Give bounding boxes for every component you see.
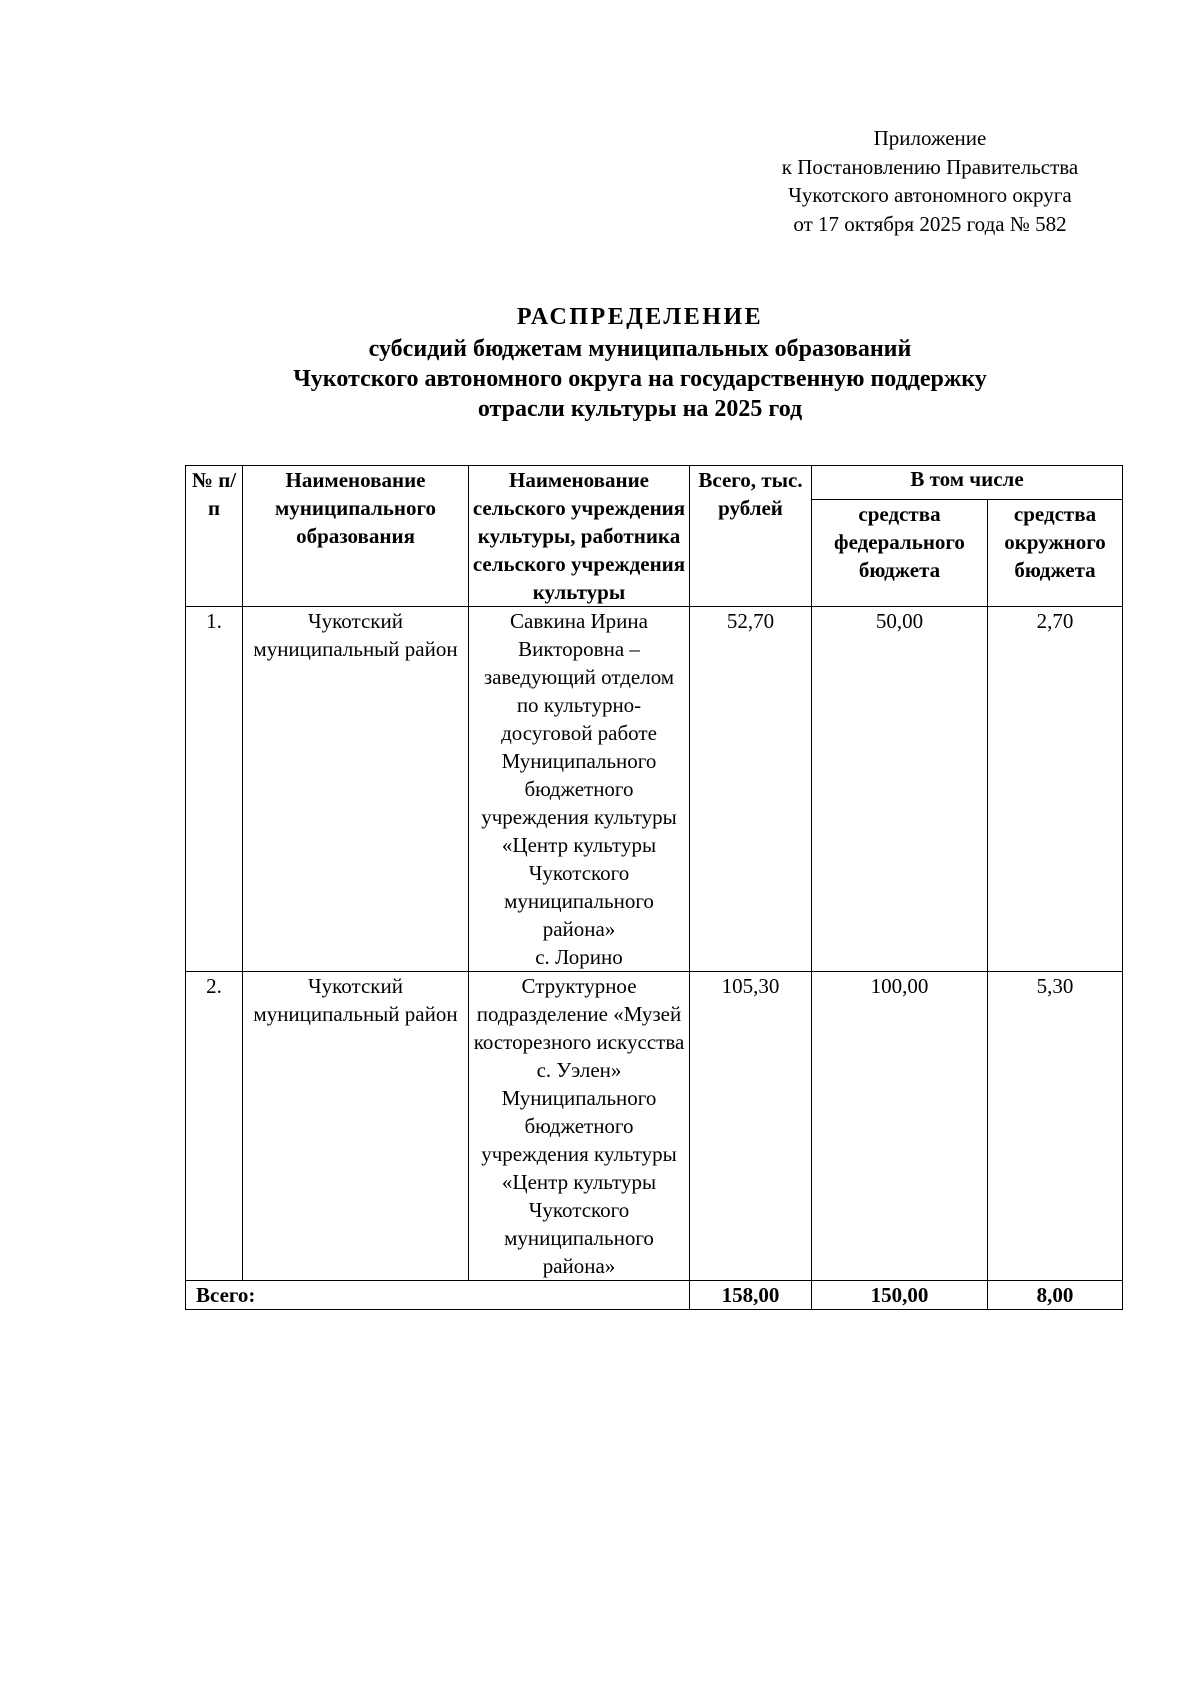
appendix-line: от 17 октября 2025 года № 582 bbox=[793, 211, 1067, 236]
row-district: 5,30 bbox=[988, 972, 1123, 1281]
appendix-block bbox=[740, 124, 1120, 238]
institution-locality: с. Лорино bbox=[535, 945, 623, 969]
row-total: 52,70 bbox=[690, 607, 812, 972]
main-title: РАСПРЕДЕЛЕНИЕ bbox=[516, 304, 764, 330]
table-row bbox=[186, 972, 1123, 1281]
totals-federal: 150,00 bbox=[812, 1281, 988, 1310]
row-institution bbox=[469, 972, 690, 1281]
totals-total: 158,00 bbox=[690, 1281, 812, 1310]
row-district: 2,70 bbox=[988, 607, 1123, 972]
subtitle-line: отрасли культуры на 2025 год bbox=[477, 396, 803, 422]
row-municipality: Чукотский муниципальный район bbox=[243, 607, 469, 972]
appendix-line: Чукотского автономного округа bbox=[788, 183, 1072, 207]
header-district: средства окружного бюджета bbox=[988, 499, 1123, 606]
header-federal: средства федерального бюджета bbox=[812, 499, 988, 606]
appendix-line: Приложение bbox=[873, 126, 987, 150]
totals-district: 8,00 bbox=[988, 1281, 1123, 1310]
appendix-line: к Постановлению Правительства bbox=[781, 154, 1079, 179]
table-row bbox=[186, 607, 1123, 972]
header-total: Всего, тыс. рублей bbox=[690, 466, 812, 607]
totals-row bbox=[186, 1281, 1123, 1310]
header-municipality: Наименование муниципального образования bbox=[243, 466, 469, 607]
row-number: 1. bbox=[186, 607, 243, 972]
institution-text: Савкина Ирина Викторовна – заведующий отделом по культурно-досуговой работе Муниципального бюджетного учреждения культуры «Центр культуры Чукотского муниципального района» bbox=[481, 609, 677, 941]
totals-label: Всего: bbox=[186, 1281, 690, 1310]
row-number: 2. bbox=[186, 972, 243, 1281]
header-institution: Наименование сельского учреждения культуры, работника сельского учреждения культуры bbox=[469, 466, 690, 607]
row-municipality: Чукотский муниципальный район bbox=[243, 972, 469, 1281]
row-total: 105,30 bbox=[690, 972, 812, 1281]
subtitle-line: субсидий бюджетам муниципальных образований bbox=[368, 336, 912, 362]
row-federal: 50,00 bbox=[812, 607, 988, 972]
distribution-table bbox=[185, 465, 1123, 1310]
row-federal: 100,00 bbox=[812, 972, 988, 1281]
subtitle-line: Чукотского автономного округа на государственную поддержку bbox=[293, 366, 987, 392]
row-institution bbox=[469, 607, 690, 972]
header-number: № п/п bbox=[186, 466, 243, 607]
document-title bbox=[160, 302, 1120, 424]
header-including: В том числе bbox=[812, 466, 1123, 500]
institution-text: Структурное подразделение «Музей косторезного искусства с. Уэлен» Муниципального бюджетного учреждения культуры «Центр культуры Чукотского муниципального района» bbox=[473, 974, 685, 1278]
